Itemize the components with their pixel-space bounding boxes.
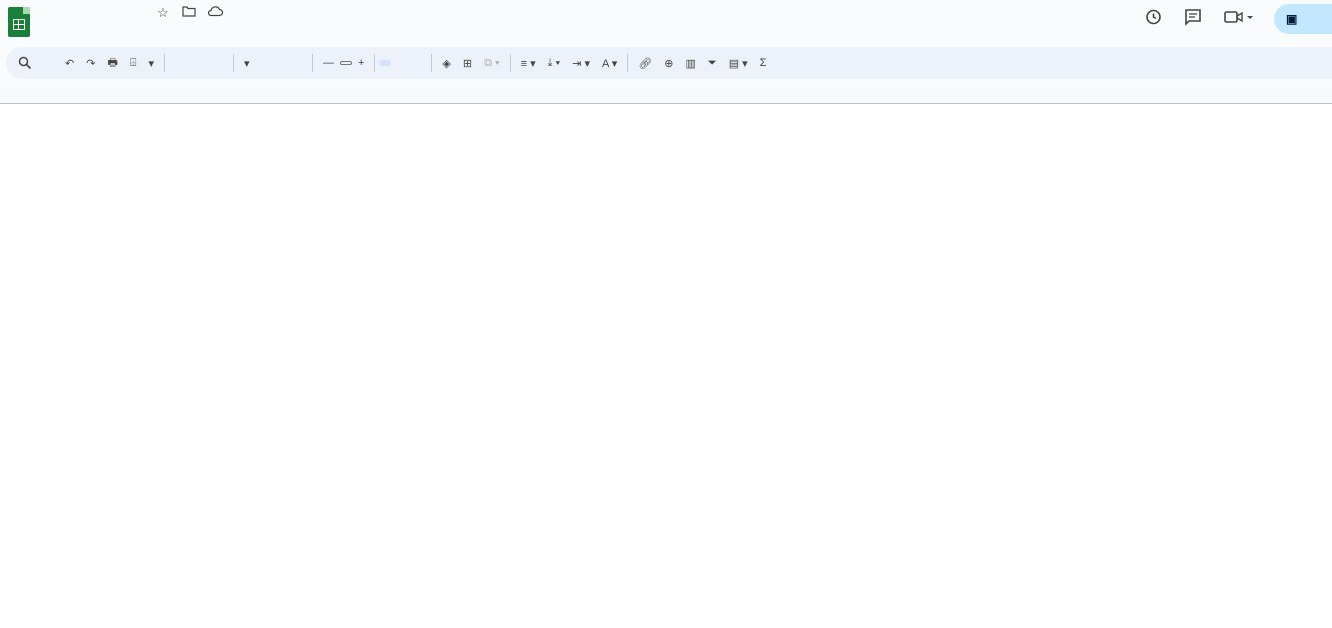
toolbar [6,47,1332,79]
comments-icon[interactable] [1182,8,1204,31]
functions-icon[interactable]: Σ [759,57,767,69]
zoom-select[interactable]: ▾ [148,57,154,70]
text-rotation-icon[interactable]: A ▾ [601,57,618,70]
filter-icon[interactable]: ⏷ [707,56,717,69]
title-actions [155,5,223,21]
text-wrap-icon[interactable]: ⇥ ▾ [572,57,590,70]
toolbar-divider [164,54,165,72]
share-lock-icon: ▣ [1286,12,1298,26]
toolbar-divider [312,54,313,72]
toolbar-divider [233,54,234,72]
meet-video-icon[interactable] [1222,9,1256,30]
spreadsheet-grid[interactable] [0,86,1332,628]
merge-cells-icon[interactable]: ⧉ ▾ [484,56,500,69]
star-icon[interactable]: ☆ [157,5,169,20]
horizontal-align-icon[interactable]: ≡ ▾ [520,57,536,70]
sheets-logo-icon[interactable] [8,7,30,37]
fill-color-icon[interactable]: ◈ [442,57,451,70]
bold-button[interactable] [379,60,391,66]
app-header [0,0,1332,46]
insert-chart-icon[interactable]: ▥ [685,57,696,70]
font-size-increase-icon[interactable]: + [357,57,365,69]
search-icon [18,56,32,70]
toolbar-divider [510,54,511,72]
toolbar-divider [627,54,628,72]
undo-icon[interactable]: ↶ [65,57,75,70]
insert-link-icon[interactable]: 🔗︎ [638,57,653,70]
font-size-input[interactable] [340,61,352,65]
move-folder-icon[interactable] [181,5,197,21]
toolbar-divider [374,54,375,72]
insert-comment-icon[interactable]: ⊕ [664,57,674,70]
font-size-decrease-icon[interactable]: — [322,57,334,69]
vertical-align-icon[interactable]: ⤓ ▾ [547,56,561,69]
toolbar-divider [431,54,432,72]
font-select[interactable]: ▾ [243,57,250,70]
column-headers [0,86,1332,104]
header-right-actions [1142,4,1332,34]
borders-icon[interactable]: ⊞ [462,57,473,70]
share-button[interactable] [1274,4,1332,34]
redo-icon[interactable]: ↷ [86,57,96,70]
print-icon[interactable]: 🖶 [107,56,118,69]
paint-format-icon[interactable]: ⌹ [129,56,137,69]
menus-search[interactable] [6,56,59,70]
filter-views-icon[interactable]: ▤ ▾ [728,57,748,70]
version-history-icon[interactable] [1142,8,1164,31]
cloud-status-icon[interactable] [207,5,223,21]
